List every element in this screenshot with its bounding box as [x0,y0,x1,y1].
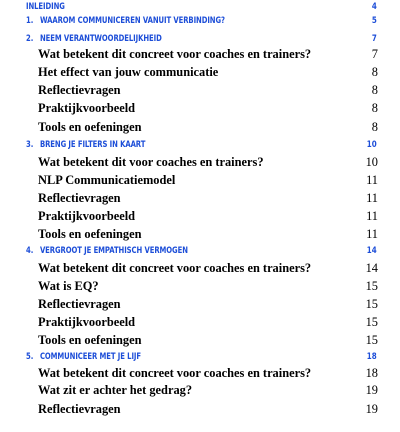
toc-section-entry[interactable] [0,45,400,63]
page-number: 8 [371,101,378,115]
section-title: Praktijkvoorbeeld [38,209,136,223]
chapter-title-text: COMMUNICEER MET JE LIJF [39,351,142,361]
chapter-title [26,241,188,259]
chapter-number: 2. [26,33,34,43]
section-title: Reflectievragen [38,191,121,205]
toc-chapter-entry[interactable] [0,135,400,153]
chapter-title [26,347,141,365]
section-title: Wat zit er achter het gedrag? [38,383,193,397]
section-title: Praktijkvoorbeeld [38,101,136,115]
chapter-title-text: NEEM VERANTWOORDELIJKHEID [39,33,162,43]
section-title: Het effect van jouw communicatie [38,65,219,79]
page-number: 18 [365,366,378,380]
chapter-title-text: WAAROM COMMUNICEREN VANUIT VERBINDING? [39,15,225,25]
section-title: Praktijkvoorbeeld [38,315,136,329]
page-number: 15 [365,297,378,311]
section-title: Reflectievragen [38,297,121,311]
toc-section-entry[interactable] [0,364,400,382]
toc-section-entry[interactable] [0,381,400,399]
section-title: Reflectievragen [38,402,121,416]
chapter-number: 3. [26,139,34,149]
toc-section-entry[interactable] [0,400,400,418]
toc-section-entry[interactable] [0,63,400,81]
page-number: 8 [371,120,378,134]
page-number: 15 [365,333,378,347]
section-title: Tools en oefeningen [38,333,142,347]
chapter-title-text: VERGROOT JE EMPATHISCH VERMOGEN [39,245,188,255]
toc-section-entry[interactable] [0,277,400,295]
toc-section-entry[interactable] [0,207,400,225]
page-number: 19 [365,402,378,416]
toc-section-entry[interactable] [0,171,400,189]
toc-chapter-entry[interactable] [0,347,400,365]
page-number: 19 [365,383,378,397]
toc-section-entry[interactable] [0,118,400,136]
section-title: Reflectievragen [38,83,121,97]
chapter-number: 5. [26,351,34,361]
toc-section-entry[interactable] [0,153,400,171]
chapter-title-text: INLEIDING [26,1,65,11]
page-number: 7 [372,33,377,43]
toc-section-entry[interactable] [0,189,400,207]
section-title: NLP Communicatiemodel [38,173,176,187]
toc-section-entry[interactable] [0,295,400,313]
page-number: 11 [366,191,378,205]
page-number: 10 [365,155,378,169]
page-number: 10 [367,139,377,149]
section-title: Wat betekent dit concreet voor coaches en trainers? [38,366,312,380]
page-number: 14 [365,261,378,275]
section-title: Tools en oefeningen [38,227,142,241]
page-number: 4 [372,1,377,11]
page-number: 18 [367,351,377,361]
page-number: 15 [365,315,378,329]
section-title: Wat betekent dit voor coaches en trainers? [38,155,264,169]
page-number: 14 [367,245,377,255]
page-number: 8 [371,83,378,97]
page-number: 8 [371,65,378,79]
page-number: 11 [366,227,378,241]
page-number: 11 [366,209,378,223]
toc-chapter-entry[interactable] [0,11,400,29]
toc-section-entry[interactable] [0,99,400,117]
chapter-title [26,135,145,153]
toc-section-entry[interactable] [0,81,400,99]
section-title: Tools en oefeningen [38,120,142,134]
chapter-number: 1. [26,15,34,25]
section-title: Wat betekent dit concreet voor coaches en trainers? [38,47,312,61]
toc-section-entry[interactable] [0,259,400,277]
page-number: 7 [371,47,378,61]
section-title: Wat betekent dit concreet voor coaches en trainers? [38,261,312,275]
toc-chapter-entry[interactable] [0,241,400,259]
toc-section-entry[interactable] [0,313,400,331]
chapter-title [26,11,225,29]
page-number: 15 [365,279,378,293]
section-title: Wat is EQ? [38,279,99,293]
page-number: 5 [372,15,377,25]
chapter-title-text: BRENG JE FILTERS IN KAART [39,139,146,149]
chapter-number: 4. [26,245,34,255]
page-number: 11 [366,173,378,187]
